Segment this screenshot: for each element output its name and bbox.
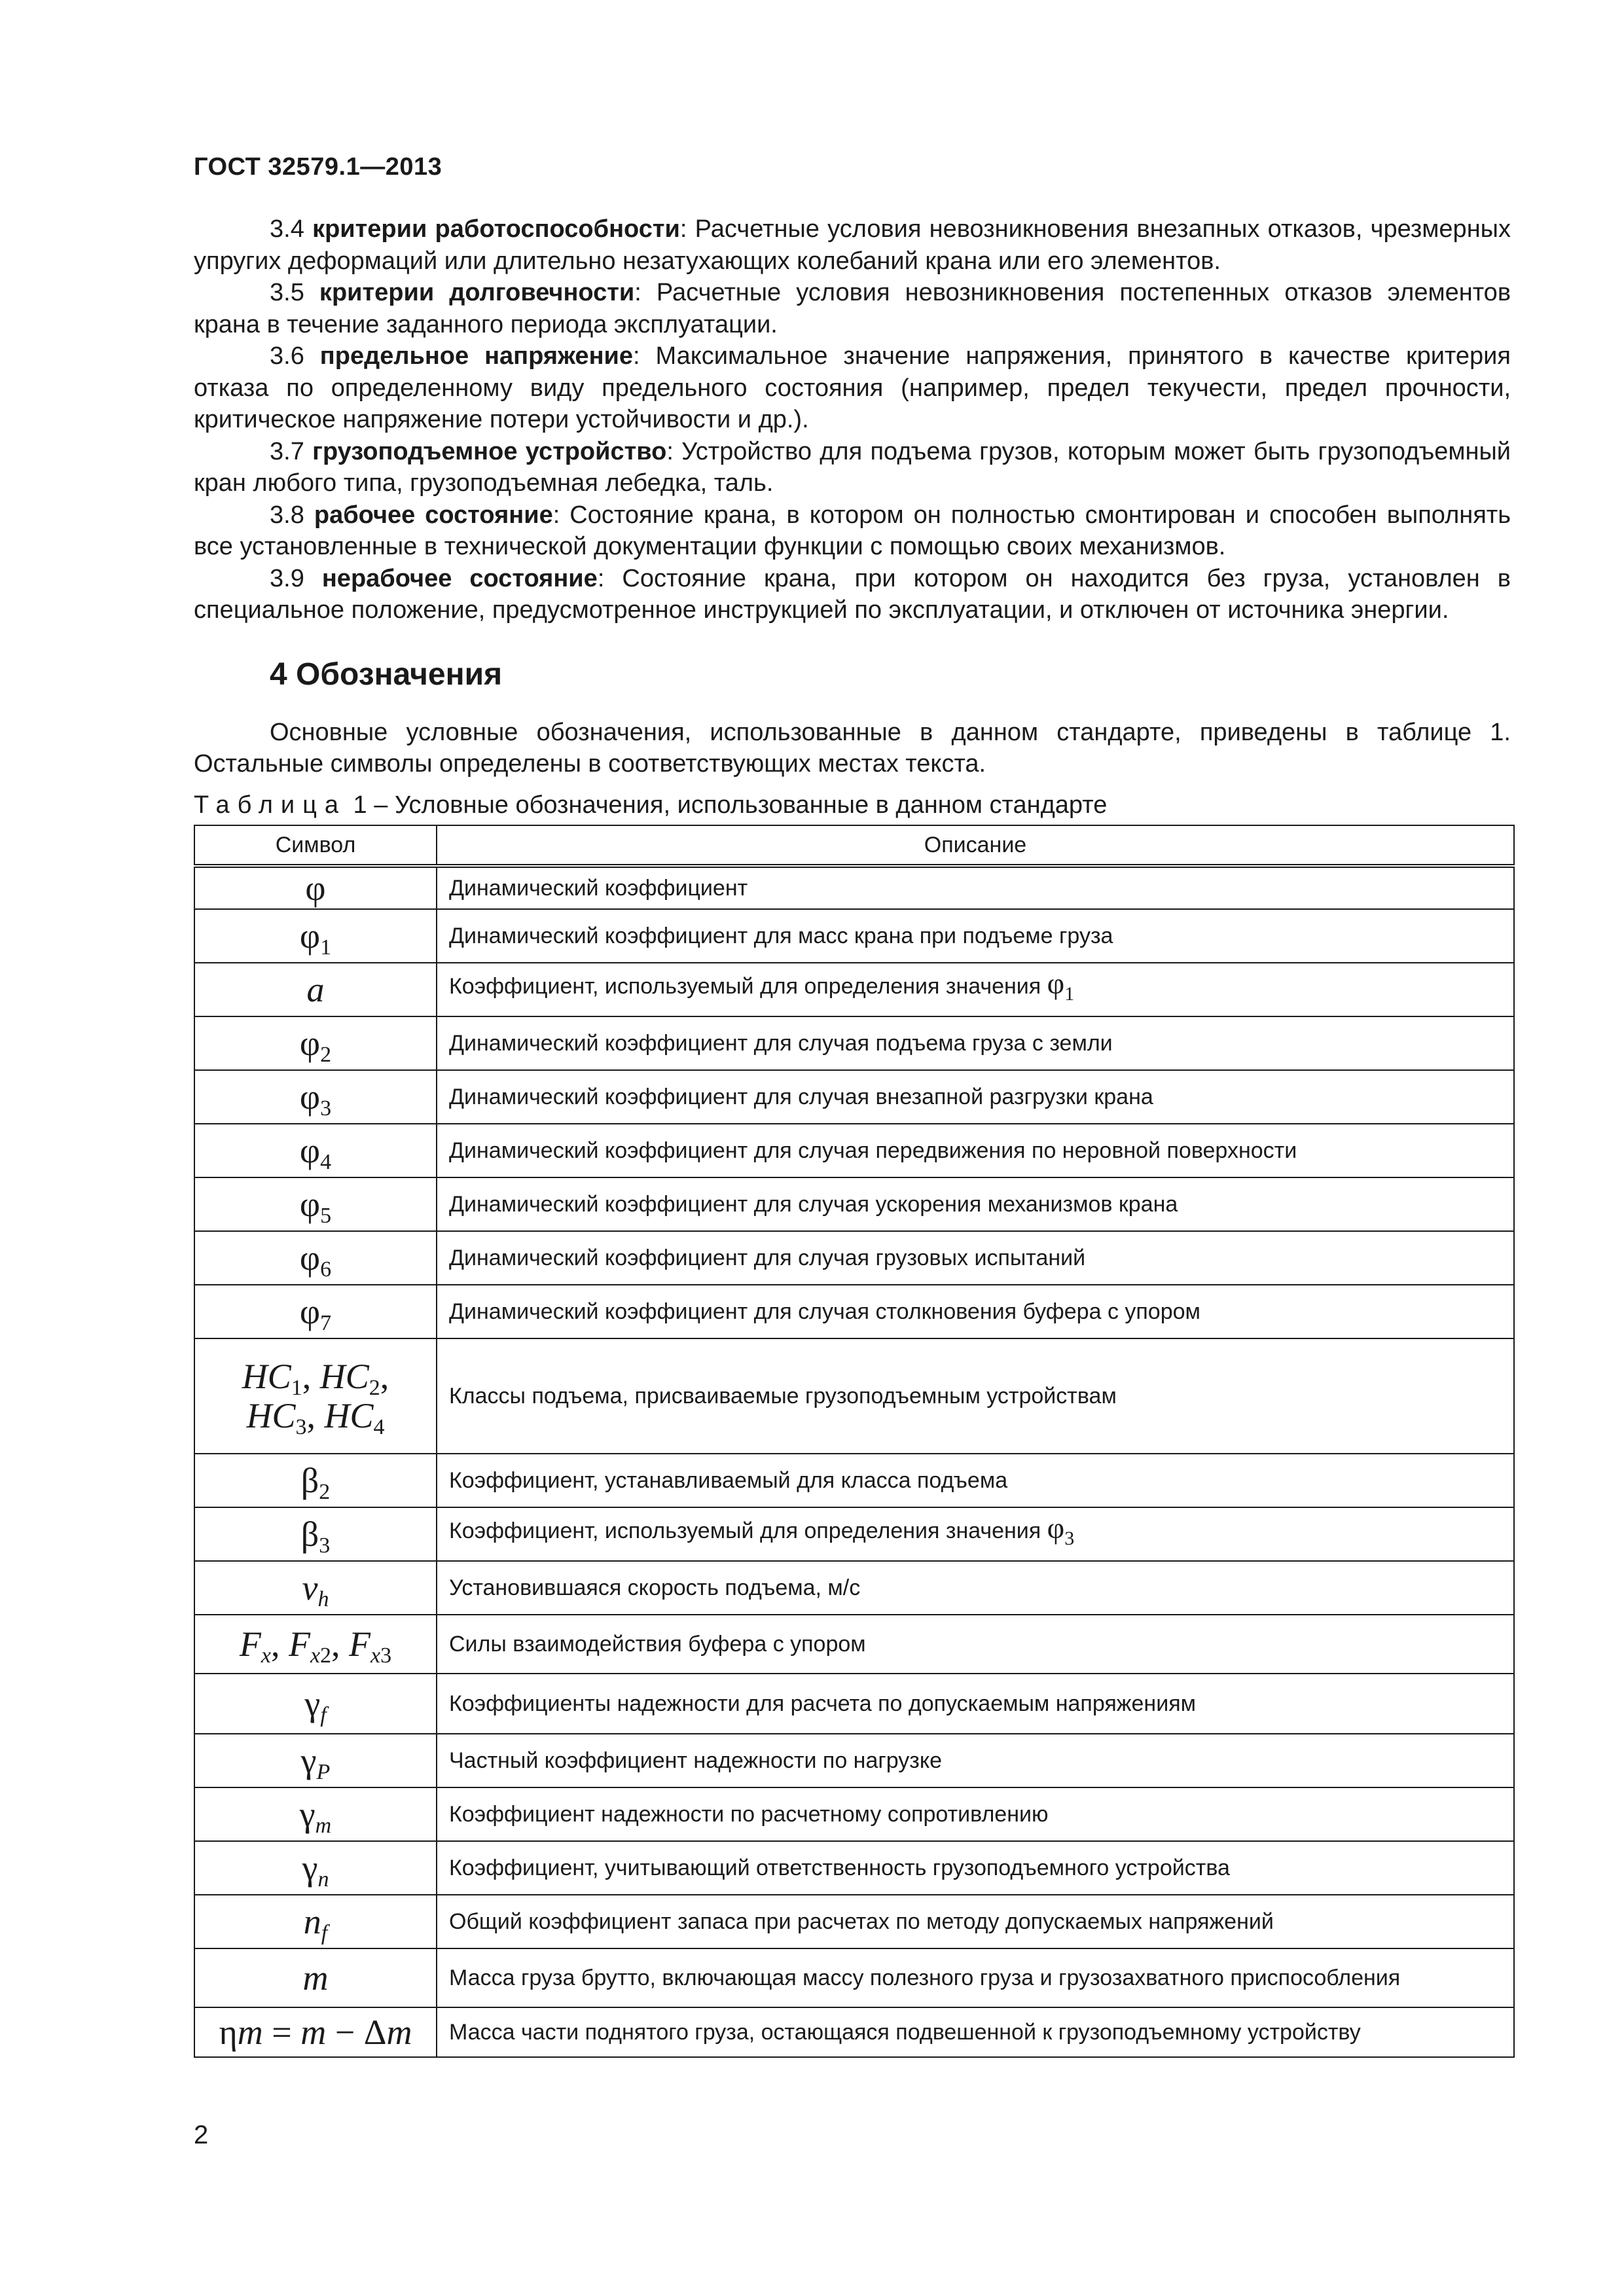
symbol-a: a (194, 963, 437, 1016)
section-title: 4 Обозначения (270, 656, 503, 692)
definition-term: рабочее состояние (314, 501, 553, 529)
symbol-phi-6: $\varphi_6$ (194, 1231, 437, 1285)
table-row (194, 1177, 1514, 1231)
definition-3-6: 3.6 предельное напряжение: Максимальное значение напряжения, принятого в качестве критерия отказа по определенному виду предельного состояния (например, предел текучести, предел прочности, критическое напряжение потери устойчивости и др.). (194, 342, 1511, 433)
table-row (194, 2007, 1514, 2057)
table-row (194, 909, 1514, 963)
definition-3-8: 3.8 рабочее состояние: Состояние крана, в котором он полностью смонтирован и способен выполнять все установленные в технической документации функции с помощью своих механизмов. (194, 501, 1511, 560)
symbol-gamma-m: $\gamma_m$ (194, 1787, 437, 1841)
symbol-phi: φ (194, 866, 437, 909)
row-description: Коэффициент, используемый для определения значения $\varphi_1$ (437, 963, 1514, 1016)
row-description: Классы подъема, присваиваемые грузоподъемным устройствам (437, 1338, 1514, 1454)
table-row (194, 1841, 1514, 1895)
row-description: Динамический коэффициент (437, 866, 1514, 909)
inline-symbol: $\varphi_1$ (1047, 967, 1075, 1005)
header-description: Описание (437, 825, 1514, 866)
inline-symbol: $\varphi_3$ (1047, 1511, 1075, 1550)
row-description: Динамический коэффициент для случая грузовых испытаний (437, 1231, 1514, 1285)
symbol-m: m (194, 1948, 437, 2007)
table-row (194, 1231, 1514, 1285)
row-description: Динамический коэффициент для случая ускорения механизмов крана (437, 1177, 1514, 1231)
table-row (194, 1338, 1514, 1454)
row-description: Динамический коэффициент для случая внезапной разгрузки крана (437, 1070, 1514, 1124)
definition-term: критерии работоспособности (312, 215, 680, 243)
table-row (194, 1454, 1514, 1507)
section-intro: Основные условные обозначения, использованные в данном стандарте, приведены в таблице 1. Остальные символы определены в соответствующих местах текста. (194, 718, 1511, 778)
row-description: Динамический коэффициент для случая подъема груза с земли (437, 1016, 1514, 1070)
symbol-beta-2: $\beta_2$ (194, 1454, 437, 1507)
row-description: Динамический коэффициент для случая передвижения по неровной поверхности (437, 1124, 1514, 1177)
symbol-gamma-n: $\gamma_n$ (194, 1841, 437, 1895)
table-row (194, 1070, 1514, 1124)
definition-term: нерабочее состояние (321, 564, 598, 592)
table-row (194, 1561, 1514, 1615)
header-symbol: Символ (194, 825, 437, 866)
row-description: Динамический коэффициент для случая столкновения буфера с упором (437, 1285, 1514, 1338)
symbol-hc-classes: $HC_1$, $HC_2$, $HC_3$, $HC_4$ (194, 1338, 437, 1454)
definition-term: критерии долговечности (319, 279, 635, 306)
symbol-phi-1: $\varphi_1$ (194, 909, 437, 963)
row-description: Коэффициент, используемый для определения значения $\varphi_3$ (437, 1507, 1514, 1561)
row-description: Масса части поднятого груза, остающаяся подвешенной к грузоподъемному устройству (437, 2007, 1514, 2057)
symbol-f-x: $F_x$, $F_{x2}$, $F_{x3}$ (194, 1615, 437, 1674)
symbols-table (194, 825, 1515, 2058)
table-header-row (194, 825, 1514, 866)
symbol-phi-7: $\varphi_7$ (194, 1285, 437, 1338)
table-row (194, 1948, 1514, 2007)
symbol-eta-m: ηm = m − Δm (194, 2007, 437, 2057)
symbol-phi-2: $\varphi_2$ (194, 1016, 437, 1070)
table-row (194, 1734, 1514, 1787)
symbol-gamma-f: $\gamma_f$ (194, 1674, 437, 1734)
row-description: Масса груза брутто, включающая массу полезного груза и грузозахватного приспособления (437, 1948, 1514, 2007)
row-description: Коэффициент, учитывающий ответственность грузоподъемного устройства (437, 1841, 1514, 1895)
symbol-phi-5: $\varphi_5$ (194, 1177, 437, 1231)
definition-3-4: 3.4 критерии работоспособности: Расчетные условия невозникновения внезапных отказов, чрезмерных упругих деформаций или длительно незатухающих колебаний крана или его элементов. (194, 215, 1511, 275)
symbol-gamma-p: $\gamma_P$ (194, 1734, 437, 1787)
symbol-n-f: $n_f$ (194, 1895, 437, 1948)
table-caption (194, 789, 1511, 821)
row-description: Силы взаимодействия буфера с упором (437, 1615, 1514, 1674)
table-row (194, 1615, 1514, 1674)
symbol-phi-4: $\varphi_4$ (194, 1124, 437, 1177)
symbol-v-h: $v_h$ (194, 1561, 437, 1615)
definition-3-5: 3.5 критерии долговечности: Расчетные условия невозникновения постепенных отказов элементов крана в течение заданного периода эксплуатации. (194, 279, 1511, 338)
table-row (194, 866, 1514, 909)
row-description: Установившаяся скорость подъема, м/с (437, 1561, 1514, 1615)
row-description: Динамический коэффициент для масс крана при подъеме груза (437, 909, 1514, 963)
page-content (194, 213, 1511, 2058)
table-row (194, 963, 1514, 1016)
definition-3-7: 3.7 грузоподъемное устройство: Устройство для подъема грузов, которым может быть грузоподъемный кран любого типа, грузоподъемная лебедка, таль. (194, 437, 1511, 497)
definition-3-9: 3.9 нерабочее состояние: Состояние крана, при котором он находится без груза, установлен в специальное положение, предусмотренное инструкцией по эксплуатации, и отключен от источника энергии. (194, 564, 1511, 624)
document-code-header: ГОСТ 32579.1—2013 (194, 153, 442, 181)
table-row (194, 1674, 1514, 1734)
table-row (194, 1787, 1514, 1841)
table-caption-label: Таблица (194, 791, 346, 819)
definition-term: грузоподъемное устройство (312, 437, 667, 465)
table-row (194, 1895, 1514, 1948)
definition-term: предельное напряжение (319, 342, 634, 370)
table-row (194, 1285, 1514, 1338)
row-description: Коэффициент надежности по расчетному сопротивлению (437, 1787, 1514, 1841)
row-description: Коэффициенты надежности для расчета по допускаемым напряжениям (437, 1674, 1514, 1734)
table-caption-text: 1 – Условные обозначения, использованные в данном стандарте (346, 791, 1108, 819)
row-description: Коэффициент, устанавливаемый для класса подъема (437, 1454, 1514, 1507)
row-description: Общий коэффициент запаса при расчетах по методу допускаемых напряжений (437, 1895, 1514, 1948)
table-row (194, 1124, 1514, 1177)
table-row (194, 1016, 1514, 1070)
symbol-phi-3: $\varphi_3$ (194, 1070, 437, 1124)
table-row (194, 1507, 1514, 1561)
page-number: 2 (194, 2121, 209, 2149)
symbol-beta-3: $\beta_3$ (194, 1507, 437, 1561)
row-description: Частный коэффициент надежности по нагрузке (437, 1734, 1514, 1787)
